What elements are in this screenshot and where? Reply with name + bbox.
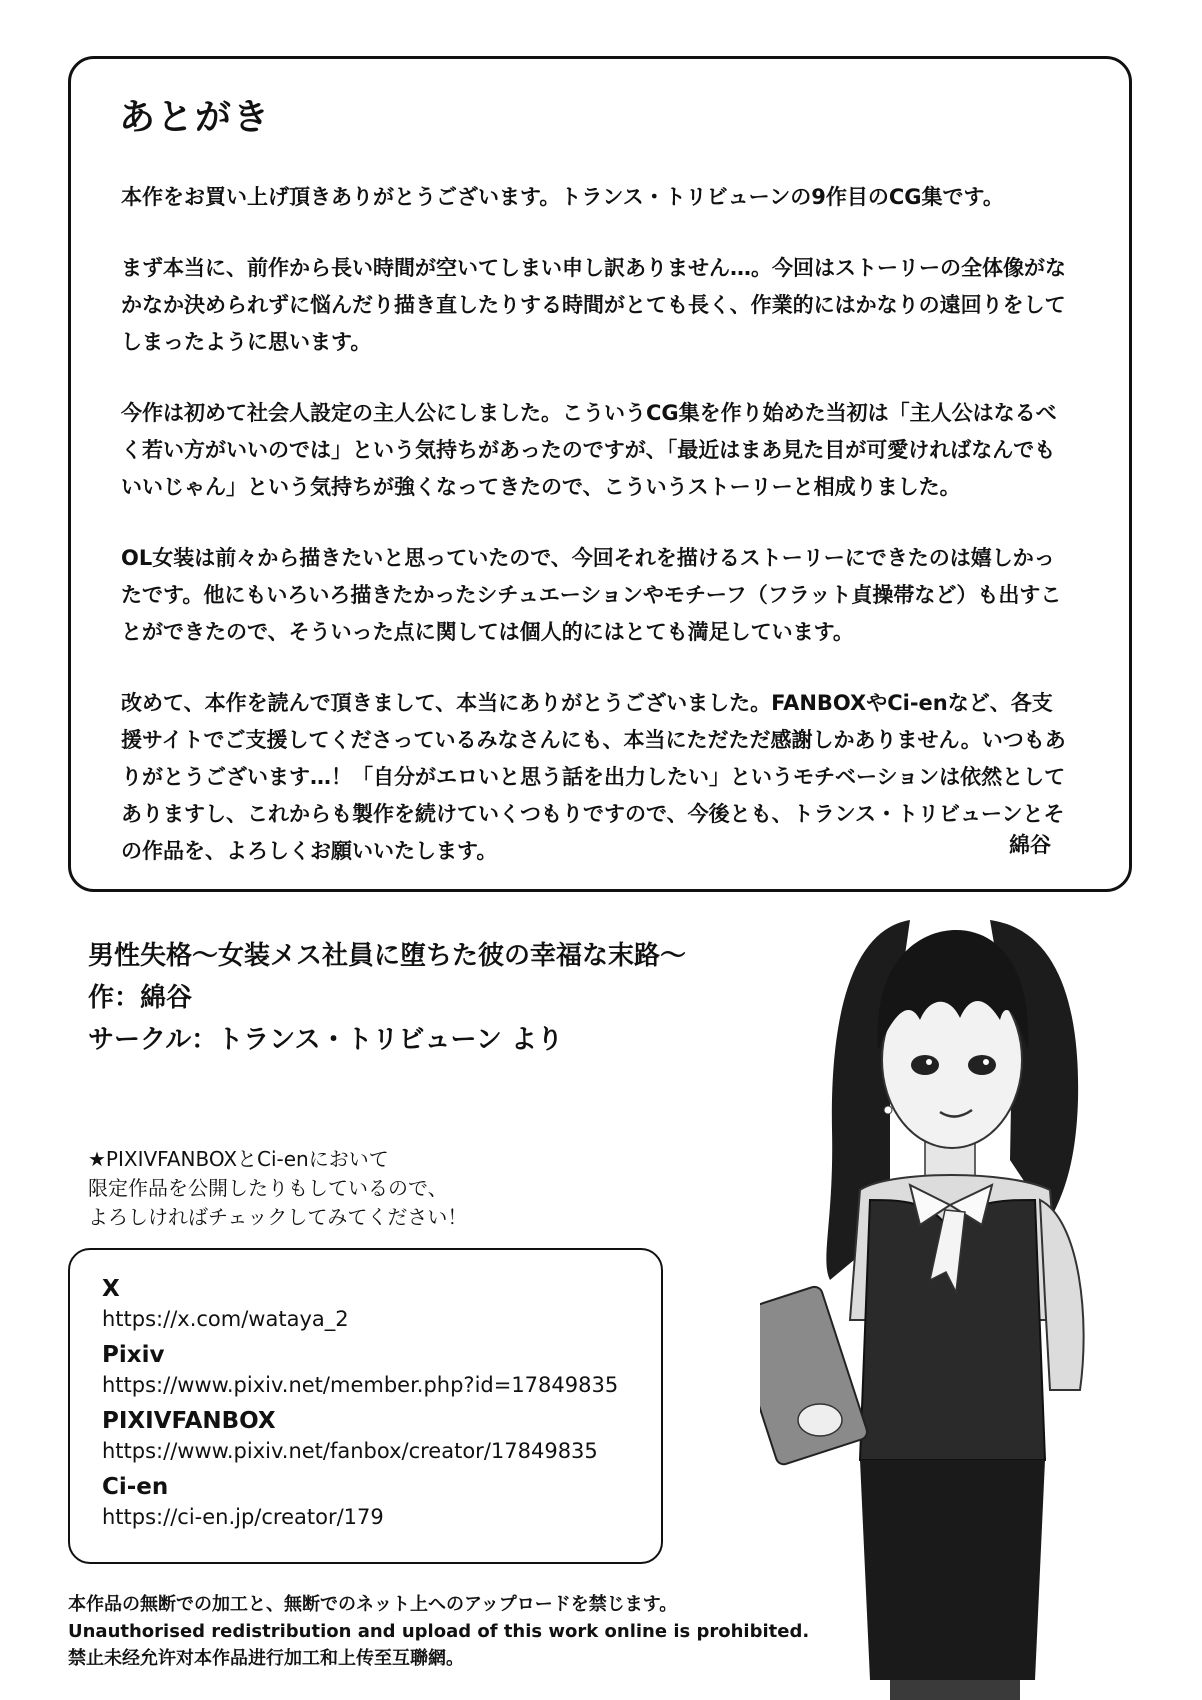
afterword-paragraph: まず本当に、前作から長い時間が空いてしまい申し訳ありません…。今回はストーリーの全体像がなかなか決められずに悩んだり描き直したりする時間がとても長く、作業的にはかなりの遠回りをしてしまったように思います。 xyxy=(121,256,1066,354)
eye-left xyxy=(911,1055,939,1075)
promo-text xyxy=(88,1145,648,1232)
link-name: Pixiv xyxy=(102,1342,165,1368)
author-credit: 作：綿谷 xyxy=(88,983,193,1013)
copyright-notice xyxy=(68,1591,818,1672)
link-url[interactable]: https://x.com/wataya_2 xyxy=(102,1307,349,1331)
link-name: Ci-en xyxy=(102,1474,169,1500)
earring xyxy=(884,1106,892,1114)
notice-zh: 禁止未经允许对本作品进行加工和上传至互聯網。 xyxy=(68,1648,464,1669)
links-box xyxy=(68,1248,663,1564)
link-url[interactable]: https://ci-en.jp/creator/179 xyxy=(102,1505,384,1529)
afterword-paragraph: 今作は初めて社会人設定の主人公にしました。こういうCG集を作り始めた当初は「主人公はなるべく若い方がいいのでは」という気持ちがあったのですが、「最近はまあ見た目が可愛ければなんでもいいじゃん」という気持ちが強くなってきたので、こういうストーリーと相成りました。 xyxy=(121,401,1057,499)
link-name: X xyxy=(102,1276,120,1302)
promo-line: 限定作品を公開したりもしているので、 xyxy=(88,1176,448,1200)
eye-highlight xyxy=(926,1059,932,1065)
link-url[interactable]: https://www.pixiv.net/fanbox/creator/17849835 xyxy=(102,1439,598,1463)
link-url[interactable]: https://www.pixiv.net/member.php?id=17849835 xyxy=(102,1373,619,1397)
afterword-body xyxy=(121,179,1071,904)
promo-line: ★PIXIVFANBOXとCi-enにおいて xyxy=(88,1147,389,1171)
work-title: 男性失格〜女装メス社員に堕ちた彼の幸福な末路〜 xyxy=(88,941,687,971)
sleeve-right xyxy=(1040,1200,1084,1390)
afterword-title: あとがき xyxy=(119,97,272,138)
link-entry-cien xyxy=(102,1472,661,1532)
eye-highlight xyxy=(983,1059,989,1065)
notice-en: Unauthorised redistribution and upload of this work online is prohibited. xyxy=(68,1621,810,1642)
credits xyxy=(88,935,748,1061)
link-entry-x xyxy=(102,1274,661,1334)
afterword-paragraph: 改めて、本作を読んで頂きまして、本当にありがとうございました。FANBOXやCi-enなど、各支援サイトでご支援してくださっているみなさんにも、本当にただただ感謝しかありません。いつもありがとうございます…！「自分がエロいと思う話を出力したい」というモチベーションは依然としてありますし、これからも製作を続けていくつもりですので、今後とも、トランス・トリビューンとその作品を、よろしくお願いいたします。 xyxy=(121,691,1066,863)
skirt xyxy=(860,1460,1045,1680)
character-illustration xyxy=(760,900,1202,1700)
link-entry-fanbox xyxy=(102,1406,661,1466)
afterword-paragraph: 本作をお買い上げ頂きありがとうございます。トランス・トリビューンの9作目のCG集です。 xyxy=(121,185,1004,209)
afterword-signature: 綿谷 xyxy=(1009,833,1051,857)
promo-line: よろしければチェックしてみてください！ xyxy=(88,1205,468,1229)
afterword-paragraph: OL女装は前々から描きたいと思っていたので、今回それを描けるストーリーにできたのは嬉しかったです。他にもいろいろ描きたかったシチュエーションやモチーフ（フラット貞操帯など）も出すことができたので、そういった点に関しては個人的にはとても満足しています。 xyxy=(121,546,1062,644)
afterword-box xyxy=(68,56,1132,892)
link-name: PIXIVFANBOX xyxy=(102,1408,276,1434)
hand xyxy=(798,1404,842,1436)
legs xyxy=(890,1680,1020,1700)
link-entry-pixiv xyxy=(102,1340,661,1400)
notice-ja: 本作品の無断での加工と、無断でのネット上へのアップロードを禁じます。 xyxy=(68,1594,678,1615)
circle-credit: サークル：トランス・トリビューン より xyxy=(88,1025,563,1055)
eye-right xyxy=(968,1055,996,1075)
